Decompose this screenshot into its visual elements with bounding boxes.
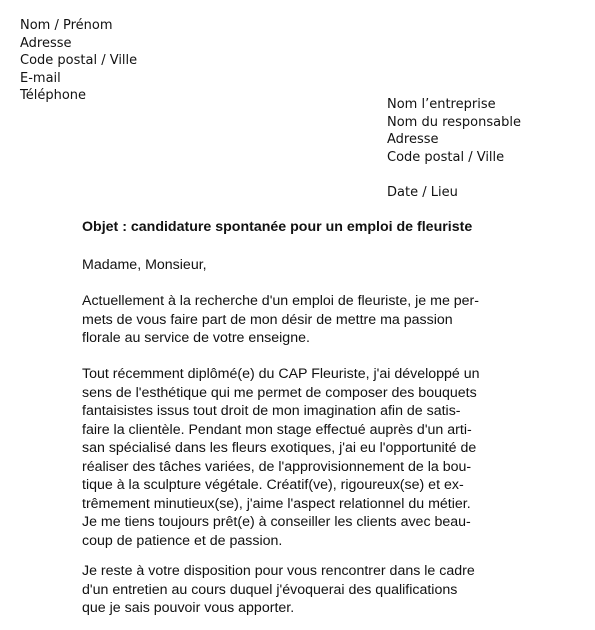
paragraph-line: san spécialisé dans les fleurs exotiques, j'ai eu l'opportunité de	[82, 440, 477, 456]
paragraph-line: trêmement minutieux(se), j'aime l'aspect relationnel du métier.	[82, 495, 471, 512]
paragraph-line: que je sais pouvoir vous apporter.	[82, 600, 295, 616]
paragraph-line: Tout récemment diplômé(e) du CAP Fleuriste, j'ai développé un	[82, 366, 480, 382]
sender-name: Nom / Prénom	[20, 18, 113, 33]
letter-subject: Objet : candidature spontanée pour un emploi de fleuriste	[82, 219, 473, 235]
paragraph-line: tique à la sculpture végétale. Créatif(ve), rigoureux(se) et ex-	[82, 477, 464, 493]
paragraph-line: faire la clientèle. Pendant mon stage effectué auprès d'un arti-	[82, 421, 472, 438]
paragraph-line: Je me tiens toujours prêt(e) à conseiller les clients avec beau-	[82, 514, 471, 530]
sender-address-block	[20, 17, 137, 105]
letter-paragraph-1	[82, 292, 532, 348]
sender-address: Adresse	[20, 35, 72, 51]
paragraph-line: florale au service de votre enseigne.	[82, 330, 310, 346]
paragraph-line: coup de patience et de passion.	[82, 532, 283, 549]
letter-paragraph-2	[82, 365, 532, 550]
recipient-postal-city: Code postal / Ville	[387, 149, 505, 165]
paragraph-line: sens de l'esthétique qui me permet de composer des bouquets	[82, 384, 477, 401]
recipient-address-block	[387, 96, 521, 166]
recipient-address: Adresse	[387, 132, 439, 148]
letter-paragraph-3	[82, 562, 532, 618]
paragraph-line: réaliser des tâches variées, de l'approvisionnement de la bou-	[82, 458, 472, 475]
sender-email: E-mail	[20, 70, 61, 86]
paragraph-line: Actuellement à la recherche d'un emploi de fleuriste, je me per-	[82, 293, 480, 309]
recipient-manager: Nom du responsable	[387, 114, 521, 130]
sender-postal-city: Code postal / Ville	[20, 53, 138, 69]
paragraph-line: Je reste à votre disposition pour vous rencontrer dans le cadre	[82, 563, 475, 579]
sender-phone: Téléphone	[20, 88, 87, 104]
letter-salutation: Madame, Monsieur,	[82, 257, 207, 273]
recipient-company: Nom l’entreprise	[387, 97, 496, 112]
paragraph-line: mets de vous faire part de mon désir de mettre ma passion	[82, 311, 453, 328]
date-place: Date / Lieu	[387, 185, 458, 200]
paragraph-line: fantaisistes issus tout droit de mon imagination afin de satis-	[82, 403, 461, 419]
paragraph-line: d'un entretien au cours duquel j'évoquerai des qualifications	[82, 581, 458, 598]
